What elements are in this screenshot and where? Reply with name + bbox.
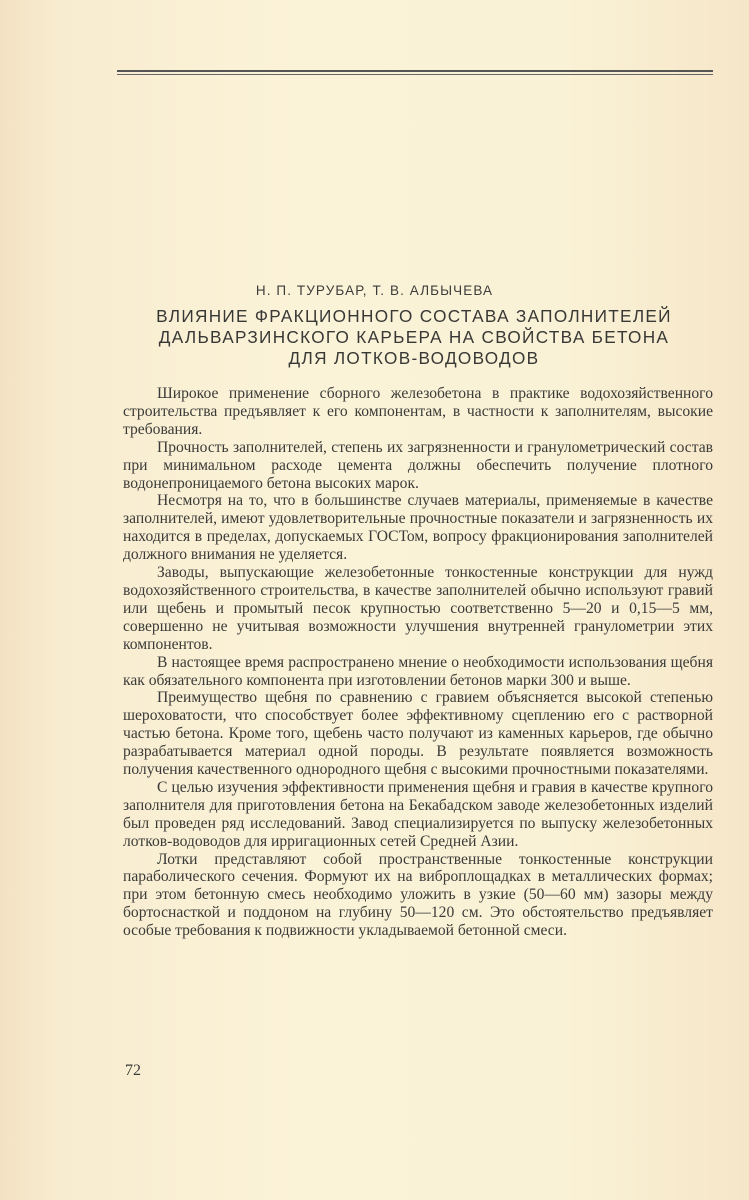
paragraph: Преимущество щебня по сравнению с гравием объясняется высокой степенью шероховатости, что способствует более эффективному сцеплению его с растворной частью бетона. Кроме того, щебень часто получают из каменных карьеров, где обычно разрабатывается материал одной породы. В результате появляется возможность получения качественного однородного щебня с высокими прочностными показателями.	[123, 689, 713, 779]
title-line: ДАЛЬВАРЗИНСКОГО КАРЬЕРА НА СВОЙСТВА БЕТОНА	[158, 327, 670, 347]
article-title	[140, 306, 688, 369]
paragraph: Несмотря на то, что в большинстве случаев материалы, применяемые в качестве заполнителей, имеют удовлетворительные прочностные показатели и загрязненность их находится в пределах, допускаемых ГОСТом, вопросу фракционирования заполнителей должного внимания не уделяется.	[123, 492, 713, 564]
paragraph: Широкое применение сборного железобетона в практике водохозяйственного строительства предъявляет к его компонентам, в частности к заполнителям, высокие требования.	[123, 385, 713, 438]
paragraph: С целью изучения эффективности применения щебня и гравия в качестве крупного заполнителя для приготовления бетона на Бекабадском заводе железобетонных изделий был проведен ряд исследований. Завод специализируется по выпуску железобетонных лотков-водоводов для ирригационных сетей Средней Азии.	[123, 778, 713, 850]
paragraph: Лотки представляют собой пространственные тонкостенные конструкции параболического сечения. Формуют их на виброплощадках в металлических формах; при этом бетонную смесь необходимо уложить в узкие (50—60 мм) зазоры между бортоснасткой и поддоном на глубину 50—120 см. Это обстоятельство предъявляет особые требования к подвижности укладываемой бетонной смеси.	[123, 850, 713, 940]
title-line: ВЛИЯНИЕ ФРАКЦИОННОГО СОСТАВА ЗАПОЛНИТЕЛЕЙ	[156, 306, 672, 326]
title-line: ДЛЯ ЛОТКОВ-ВОДОВОДОВ	[288, 348, 540, 368]
page-number: 72	[125, 1062, 141, 1079]
article-authors: Н. П. ТУРУБАР, Т. В. АЛБЫЧЕВА	[255, 283, 494, 298]
paragraph: В настоящее время распространено мнение о необходимости использования щебня как обязательного компонента при изготовлении бетонов марки 300 и выше.	[123, 653, 713, 689]
top-double-rule	[117, 70, 713, 75]
paragraph: Заводы, выпускающие железобетонные тонкостенные конструкции для нужд водохозяйственного строительства, в качестве заполнителей обычно используют гравий или щебень и промытый песок крупностью соответственно 5—20 и 0,15—5 мм, совершенно не учитывая возможности улучшения внутренней гранулометрии этих компонентов.	[123, 564, 713, 653]
paragraph: Прочность заполнителей, степень их загрязненности и гранулометрический состав при минимальном расходе цемента должны обеспечить получение плотного водонепроницаемого бетона высоких марок.	[123, 438, 713, 492]
article-body	[123, 385, 713, 940]
